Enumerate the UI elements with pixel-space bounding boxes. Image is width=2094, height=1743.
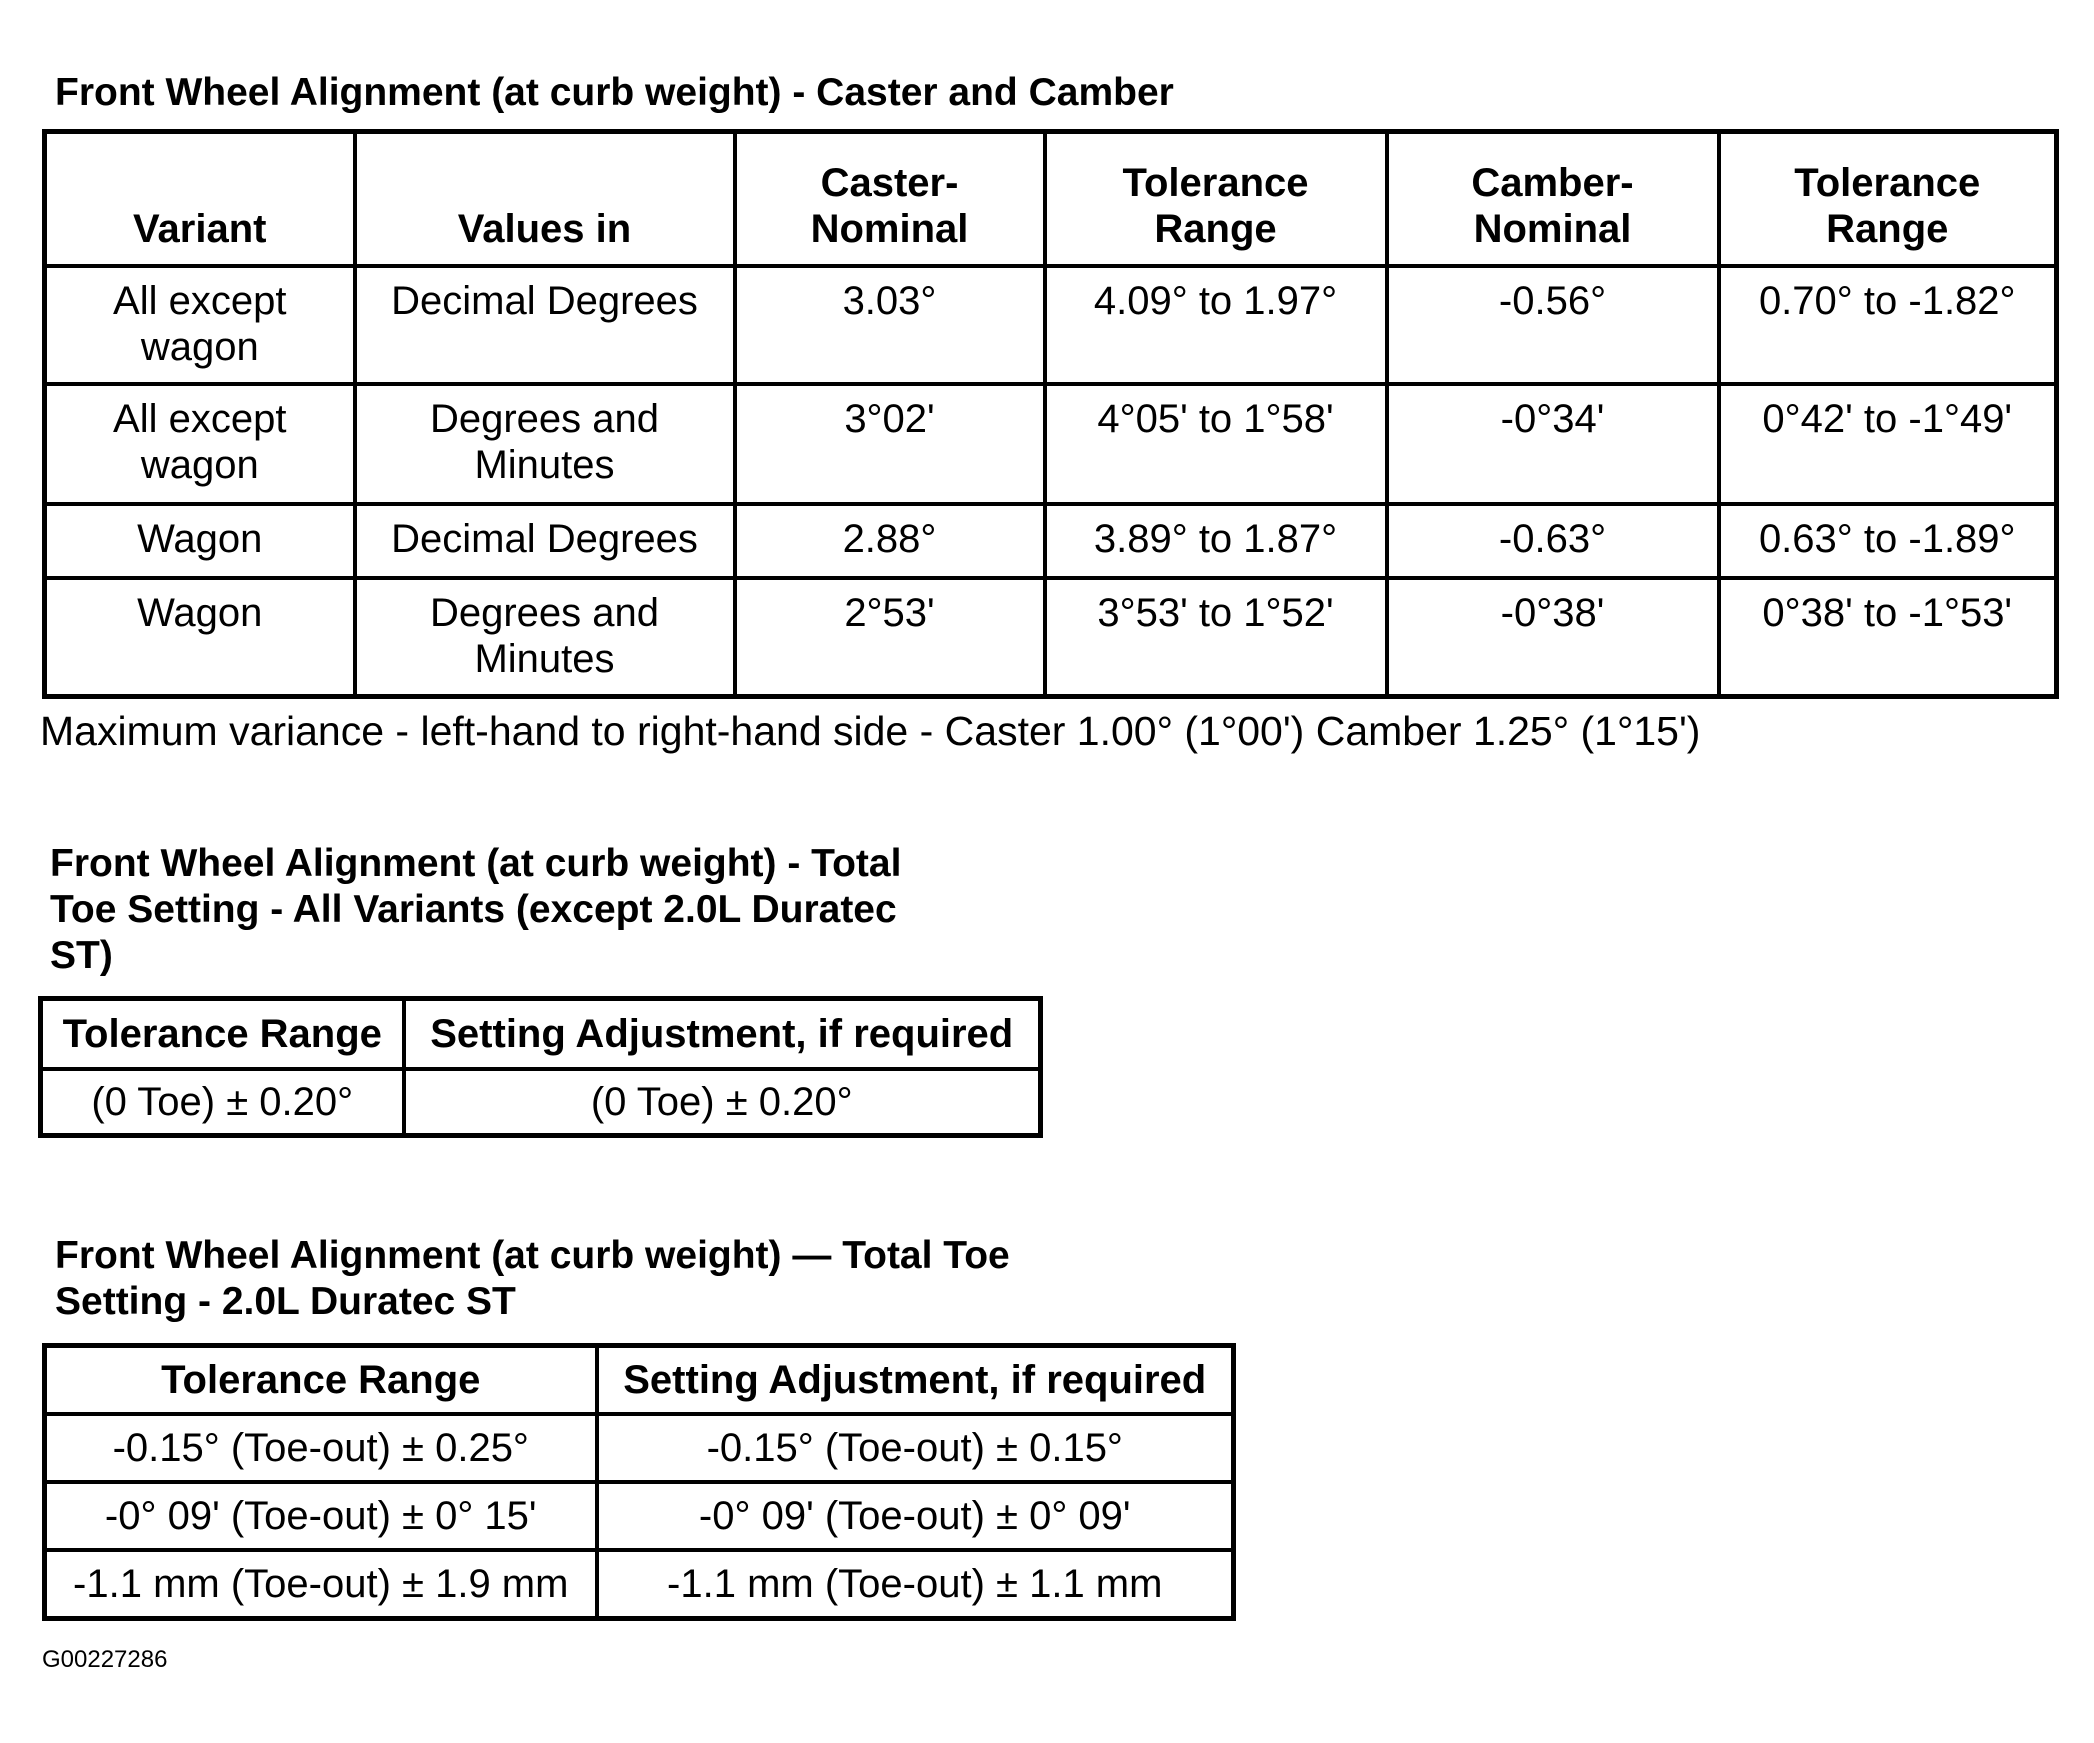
cell-camber-tolerance: 0.63° to -1.89° — [1719, 504, 2057, 578]
cell-caster-tolerance: 4.09° to 1.97° — [1045, 266, 1387, 384]
table-header-row — [45, 132, 2057, 267]
table-row — [45, 504, 2057, 578]
cell-caster-nominal: 2°53' — [735, 578, 1045, 697]
header-caster-nominal: Caster- Nominal — [735, 132, 1045, 267]
cell-variant: Wagon — [45, 504, 355, 578]
cell-camber-tolerance: 0°38' to -1°53' — [1719, 578, 2057, 697]
table-row — [45, 1414, 1234, 1482]
table-header-row — [41, 999, 1041, 1070]
cell-tolerance-range: -0.15° (Toe-out) ± 0.25° — [45, 1414, 597, 1482]
cell-values-in: Degrees and Minutes — [355, 384, 735, 504]
cell-setting-adjustment: -0.15° (Toe-out) ± 0.15° — [597, 1414, 1234, 1482]
cell-values-in: Decimal Degrees — [355, 504, 735, 578]
cell-setting-adjustment: -0° 09' (Toe-out) ± 0° 09' — [597, 1482, 1234, 1550]
cell-camber-nominal: -0°38' — [1387, 578, 1719, 697]
table-row — [45, 1550, 1234, 1619]
cell-caster-nominal: 3°02' — [735, 384, 1045, 504]
header-variant: Variant — [45, 132, 355, 267]
cell-tolerance-range: -0° 09' (Toe-out) ± 0° 15' — [45, 1482, 597, 1550]
cell-variant: All except wagon — [45, 266, 355, 384]
header-setting-adjustment: Setting Adjustment, if required — [404, 999, 1041, 1070]
cell-caster-nominal: 3.03° — [735, 266, 1045, 384]
cell-tolerance-range: -1.1 mm (Toe-out) ± 1.9 mm — [45, 1550, 597, 1619]
maximum-variance-note: Maximum variance - left-hand to right-hand side - Caster 1.00° (1°00') Camber 1.25° (1°15') — [40, 708, 1701, 754]
cell-camber-nominal: -0.56° — [1387, 266, 1719, 384]
cell-setting-adjustment: (0 Toe) ± 0.20° — [404, 1069, 1041, 1136]
table-row — [41, 1069, 1041, 1136]
cell-camber-tolerance: 0°42' to -1°49' — [1719, 384, 2057, 504]
cell-variant: Wagon — [45, 578, 355, 697]
table-row — [45, 266, 2057, 384]
table-header-row — [45, 1346, 1234, 1415]
cell-caster-tolerance: 4°05' to 1°58' — [1045, 384, 1387, 504]
table-row — [45, 384, 2057, 504]
cell-values-in: Decimal Degrees — [355, 266, 735, 384]
cell-variant: All except wagon — [45, 384, 355, 504]
cell-caster-tolerance: 3.89° to 1.87° — [1045, 504, 1387, 578]
caster-camber-table — [42, 129, 2059, 699]
total-toe-duratec-st-table — [42, 1343, 1236, 1621]
header-caster-tolerance-range: Tolerance Range — [1045, 132, 1387, 267]
cell-tolerance-range: (0 Toe) ± 0.20° — [41, 1069, 404, 1136]
cell-values-in: Degrees and Minutes — [355, 578, 735, 697]
cell-camber-tolerance: 0.70° to -1.82° — [1719, 266, 2057, 384]
cell-caster-tolerance: 3°53' to 1°52' — [1045, 578, 1387, 697]
header-camber-nominal: Camber- Nominal — [1387, 132, 1719, 267]
header-values-in: Values in — [355, 132, 735, 267]
total-toe-all-variants-heading: Front Wheel Alignment (at curb weight) - Total Toe Setting - All Variants (except 2.0L Duratec ST) — [50, 842, 902, 977]
total-toe-all-variants-table — [38, 996, 1043, 1138]
total-toe-duratec-st-heading: Front Wheel Alignment (at curb weight) — Total Toe Setting - 2.0L Duratec ST — [55, 1234, 1010, 1323]
caster-camber-heading: Front Wheel Alignment (at curb weight) - Caster and Camber — [55, 71, 1174, 114]
header-tolerance-range: Tolerance Range — [41, 999, 404, 1070]
table-row — [45, 578, 2057, 697]
cell-camber-nominal: -0.63° — [1387, 504, 1719, 578]
figure-id: G00227286 — [42, 1646, 168, 1673]
table-row — [45, 1482, 1234, 1550]
header-setting-adjustment: Setting Adjustment, if required — [597, 1346, 1234, 1415]
header-camber-tolerance-range: Tolerance Range — [1719, 132, 2057, 267]
cell-camber-nominal: -0°34' — [1387, 384, 1719, 504]
cell-setting-adjustment: -1.1 mm (Toe-out) ± 1.1 mm — [597, 1550, 1234, 1619]
header-tolerance-range: Tolerance Range — [45, 1346, 597, 1415]
cell-caster-nominal: 2.88° — [735, 504, 1045, 578]
